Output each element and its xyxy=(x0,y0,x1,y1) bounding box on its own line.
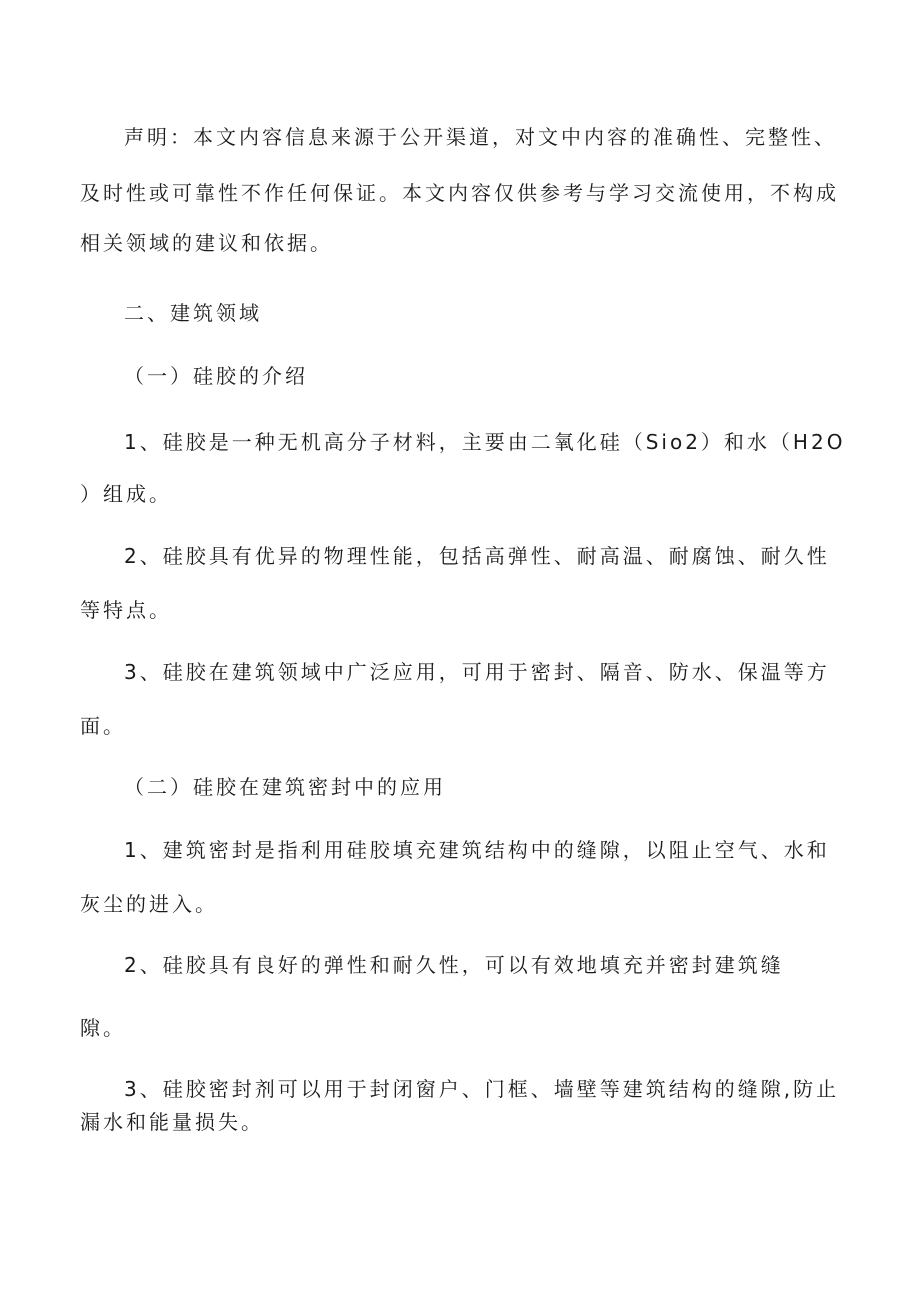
subsection-2-item-2-line-1: 2、硅胶具有良好的弹性和耐久性，可以有效地填充并密封建筑缝 xyxy=(124,953,784,977)
subsection-1-item-1-line-2: ）组成。 xyxy=(80,482,172,506)
subsection-2-item-1-line-1: 1、建筑密封是指利用硅胶填充建筑结构中的缝隙，以阻止空气、水和 xyxy=(124,838,830,862)
disclaimer-line-2: 及时性或可靠性不作任何保证。本文内容仅供参考与学习交流使用，不构成 xyxy=(80,181,839,205)
subsection-2-item-3-line-2: 漏水和能量损失。 xyxy=(80,1110,264,1134)
disclaimer-line-1: 声明：本文内容信息来源于公开渠道，对文中内容的准确性、完整性、 xyxy=(124,125,837,149)
subsection-2-item-3-line-1: 3、硅胶密封剂可以用于封闭窗户、门框、墙壁等建筑结构的缝隙,防止 xyxy=(124,1077,840,1101)
subsection-2-item-1-line-2: 灰尘的进入。 xyxy=(80,892,218,916)
subsection-2-title: （二）硅胶在建筑密封中的应用 xyxy=(124,775,446,799)
subsection-1-item-1-line-1: 1、硅胶是一种无机高分子材料，主要由二氧化硅（Sio2）和水（H2O xyxy=(124,430,846,454)
section-title: 二、建筑领域 xyxy=(124,301,262,325)
subsection-2-item-2-line-2: 隙。 xyxy=(80,1016,126,1040)
subsection-1-title: （一）硅胶的介绍 xyxy=(124,364,308,388)
disclaimer-line-3: 相关领域的建议和依据。 xyxy=(80,231,333,255)
subsection-1-item-3-line-2: 面。 xyxy=(80,714,126,738)
subsection-1-item-3-line-1: 3、硅胶在建筑领域中广泛应用，可用于密封、隔音、防水、保温等方 xyxy=(124,660,830,684)
subsection-1-item-2-line-2: 等特点。 xyxy=(80,598,172,622)
subsection-1-item-2-line-1: 2、硅胶具有优异的物理性能，包括高弹性、耐高温、耐腐蚀、耐久性 xyxy=(124,544,830,568)
